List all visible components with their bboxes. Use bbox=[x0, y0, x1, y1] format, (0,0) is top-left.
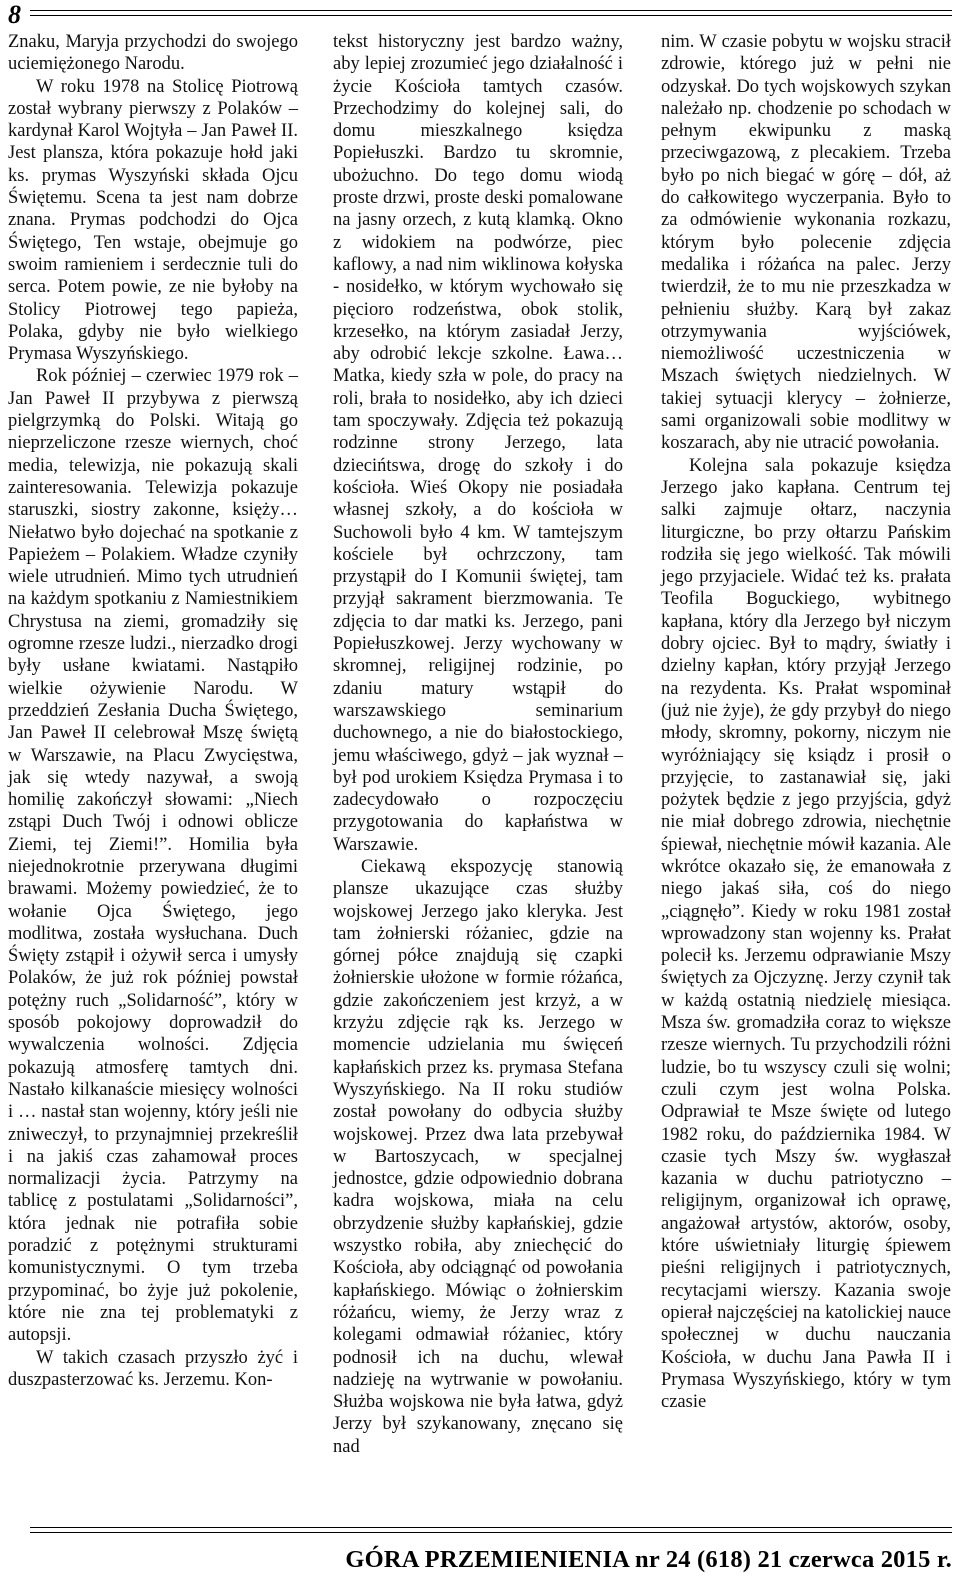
footer-rule-secondary bbox=[30, 1532, 952, 1533]
paragraph: Rok później – czerwiec 1979 rok – Jan Paweł II przybywa z pierwszą pielgrzymką do Polski. Witają go nieprzeliczone rzesze wiernych, choć media, telewizja, nie pokazują skali zainteresowania. Telewizja pokazuje staruszki, siostry zakonne, księży… Niełatwo było dojechać na spotkanie z Papieżem – Polakiem. Władze czyniły wiele utrudnień. Mimo tych utrudnień na każdym spotkaniu z Namiestnikiem Chrystusa na ziemi, gromadziły się ogromne rzesze ludzi., nierzadko drogi były usłane kwiatami. Nastąpiło wielkie ożywienie Narodu. W przeddzień Zesłania Ducha Świętego, Jan Paweł II celebrował Mszę świętą w Warszawie, na Placu Zwycięstwa, jak się wtedy nazywał, a swoją homilię zakończył słowami: „Niech zstąpi Duch Twój i odnowi oblicze Ziemi, tej Ziemi!”. Homilia była niejednokrotnie przerywana długimi brawami. Możemy powiedzieć, że to wołanie Ojca Świętego, jego modlitwa, została wysłuchana. Duch Święty zstąpił i ożywił serca i umysły Polaków, że już rok później powstał potężny ruch „Solidarność”, który w sposób pokojowy doprowadził do wywalczenia wolności. Zdjęcia pokazują atmosferę tamtych dni. Nastało kilkanaście miesięcy wolności i … nastał stan wojenny, który jeśli nie zniweczył, to przynajmniej przekreślił i na jakiś czas zahamował proces normalizacji życia. Patrzymy na tablicę z postulatami „Solidarności”, która jednak nie potrafiła sobie poradzić z potężnymi strukturami komunistycznymi. O tym trzeba przypominać, bo żyje już pokolenie, które nie zna tej problematyki z autopsji. bbox=[8, 366, 298, 1346]
article-column-1 bbox=[8, 31, 298, 1391]
paragraph: Kolejna sala pokazuje księdza Jerzego jako kapłana. Centrum tej salki zajmuje ołtarz, naczynia liturgiczne, bo przy ołtarzu Pańskim rodziła się jego wielkość. Tak mówili jego przyjaciele. Widać też ks. prałata Teofila Boguckiego, wybitnego kapłana, który dla Jerzego był niczym dobry ojciec. Był to mądry, światły i dzielny kapłan, który przyjął Jerzego na rezydenta. Ks. Prałat wspominał (już nie żyje), że gdy przybył do niego młody, skromny, pokorny, niczym nie wyróżniający się ksiądz i prosił o przyjęcie, to zastanawiał się, jaki pożytek będzie z jego przyjścia, gdyż nie miał dobrego zdrowia, niechętnie śpiewał, niechętnie mówił kazania. Ale wkrótce okazało się, że emanowała z niego jakaś siła, coś do niego „ciągnęło”. Kiedy w roku 1981 został wprowadzony stan wojenny ks. Prałat polecił ks. Jerzemu odprawianie Mszy świętych za Ojczyznę. Jerzy czynił tak w każdą ostatnią niedzielę miesiąca. Msza św. gromadziła coraz to większe rzesze wiernych. Tu przychodzili różni ludzie, bo tu wszyscy czuli się wolni; czuli czym jest wolna Polska. Odprawiał te Msze święte od lutego 1982 roku, do października 1984. W czasie tych Mszy św. wygłaszał kazania w duchu patriotyczno – religijnym, organizował ich oprawę, angażował artystów, aktorów, osoby, które uświetniały liturgię śpiewem pieśni religijnych i patriotycznych, recytacjami wierszy. Kazania swoje opierał najczęściej na katolickiej nauce społecznej w duchu nauczania Kościoła, w duchu Jana Pawła II i Prymasa Wyszyńskiego, który w tym czasie bbox=[661, 455, 951, 1413]
footer-rule bbox=[30, 1527, 952, 1528]
paragraph: nim. W czasie pobytu w wojsku stracił zdrowie, którego już w pełni nie odzyskał. Do tych wojskowych szykan należało np. chodzenie po schodach w pełnym ekwipunku z maską przeciwgazową, z plecakiem. Trzeba było po nich biegać w górę – dół, aż do całkowitego wyczerpania. Było to za odmówienie wykonania rozkazu, którym było polecenie zdjęcia medalika i różańca na palec. Jerzy twierdził, że to mu nie przeszkadza w pełnieniu służby. Karą był zakaz otrzymywania wyjściówek, niemożliwość uczestniczenia w Mszach świętych niedzielnych. W takiej sytuacji klerycy – żołnierze, sami organizowali sobie modlitwy w koszarach, aby nie utracić powołania. bbox=[661, 32, 951, 454]
header-rule-secondary bbox=[30, 15, 952, 16]
paragraph: Ciekawą ekspozycję stanowią plansze ukazujące czas służby wojskowej Jerzego jako kleryka. Jest tam żołnierski różaniec, gdzie na górnej półce znajdują się czapki żołnierskie ułożone w formie różańca, gdzie zakończeniem jest krzyż, a w krzyżu zdjęcie rąk ks. Jerzego w momencie udzielania mu święceń kapłańskich przez ks. prymasa Stefana Wyszyńskiego. Na II roku studiów został powołany do odbycia służby wojskowej. Przez dwa lata przebywał w Bartoszycach, w specjalnej jednostce, gdzie odpowiednio dobrana kadra wojskowa, miała na celu obrzydzenie służby kapłańskiej, gdzie wszystko robiła, aby zniechęcić do Kościoła, aby odciągnąć od powołania kapłańskiego. Mówiąc o żołnierskim różańcu, wiemy, że Jerzy wraz z kolegami odmawiał różaniec, który podnosił ich na duchu, wlewał nadzieję na wytrwanie w powołaniu. Służba wojskowa nie była łatwa, gdyż Jerzy był szykanowany, znęcano się nad bbox=[333, 856, 623, 1457]
paragraph: Znaku, Maryja przychodzi do swojego uciemiężonego Narodu. bbox=[8, 32, 298, 75]
article-column-2 bbox=[333, 31, 623, 1458]
paragraph: W takich czasach przyszło żyć i duszpasterzować ks. Jerzemu. Kon- bbox=[8, 1347, 298, 1390]
paragraph: tekst historyczny jest bardzo ważny, aby lepiej zrozumieć jego działalność i życie Kościoła tamtych czasów. Przechodzimy do kolejnej sali, do domu mieszkalnego księdza Popiełuszki. Bardzo tu skromnie, ubożuchno. Do tego domu wiodą proste drzwi, proste deski pomalowane na jasny orzech, z kutą klamką. Okno z widokiem na podwórze, piec kaflowy, a nad nim wiklinowa kołyska - nosidełko, w którym wychowało się pięcioro rodzeństwa, obok stolik, krzesełko, na którym zasiadał Jerzy, aby odrobić lekcje szkolne. Ława… Matka, kiedy szła w pole, do pracy na roli, brała to nosidełko, aby ich dzieci tam spoczywały. Zdjęcia też pokazują rodzinne strony Jerzego, lata dziecińtswa, drogę do szkoły i do kościoła. Wieś Okopy nie posiadała własnej szkoły, a do kościoła w Suchowoli było 4 km. W tamtejszym kościele był ochrzczony, tam przystąpił do I Komunii świętej, tam przyjął sakrament bierzmowania. Te zdjęcia to dar matki ks. Jerzego, pani Popiełuszkowej. Jerzy wychowany w skromnej, religijnej rodzinie, po zdaniu matury wstąpił do warszawskiego seminarium duchownego, a nie do białostockiego, jemu właściwego, gdyż – jak wyznał – był pod urokiem Księdza Prymasa i to zadecydowało o rozpoczęciu przygotowania do kapłaństwa w Warszawie. bbox=[333, 32, 623, 855]
page-number: 8 bbox=[8, 0, 21, 29]
header-rule bbox=[30, 10, 952, 11]
paragraph: W roku 1978 na Stolicę Piotrową został wybrany pierwszy z Polaków – kardynał Karol Wojtyła – Jan Paweł II. Jest plansza, która pokazuje hołd jaki ks. prymas Wyszyński składa Ojcu Świętemu. Scena ta jest nam dobrze znana. Prymas podchodzi do Ojca Świętego, Ten wstaje, obejmuje go swoim ramieniem i serdecznie tuli do serca. Potem powie, ze nie byłoby na Stolicy Piotrowej tego papieża, Polaka, gdyby nie było wielkiego Prymasa Wyszyńskiego. bbox=[8, 76, 298, 365]
issue-footer: GÓRA PRZEMIENIENIA nr 24 (618) 21 czerwca 2015 r. bbox=[345, 1546, 952, 1573]
article-column-3 bbox=[661, 31, 951, 1413]
